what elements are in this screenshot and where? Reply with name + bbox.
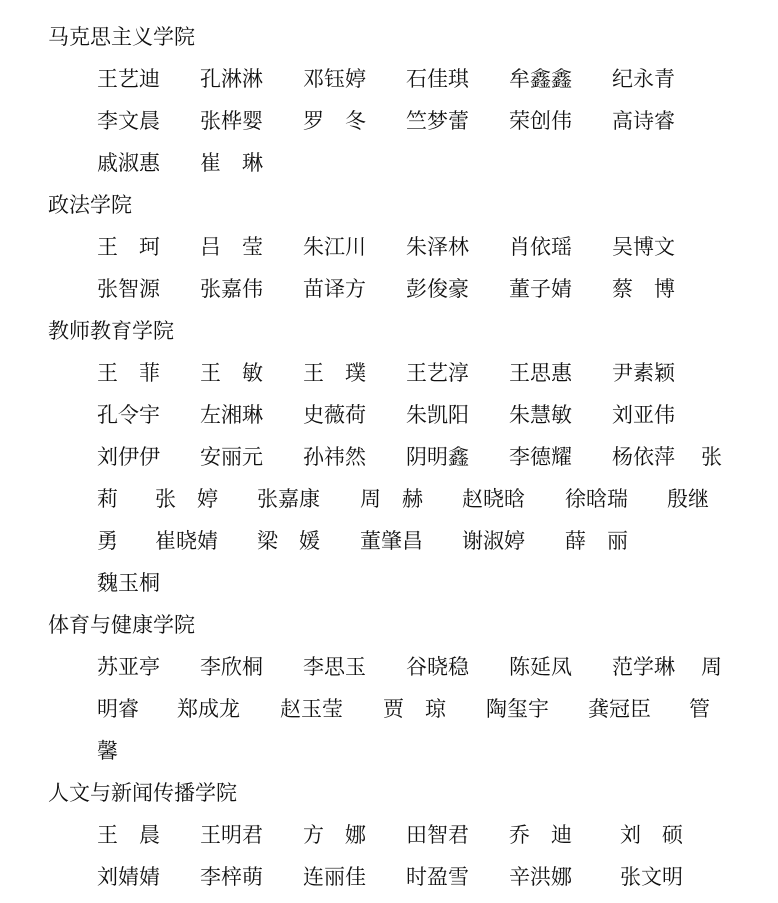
student-name: 蔡 博: [612, 277, 675, 301]
student-name: 苗译方: [303, 277, 366, 301]
student-name: 李梓萌: [200, 865, 263, 889]
student-name: 时盈雪: [406, 865, 469, 889]
section-heading: 政法学院: [48, 193, 132, 217]
student-name: 苏亚亭: [97, 655, 160, 679]
student-name: 刘 硕: [620, 823, 683, 847]
student-name: 崔晓婧: [155, 529, 218, 553]
student-name: 竺梦蕾: [406, 109, 469, 133]
student-name: 尹素颖: [612, 361, 675, 385]
student-name: 吕 莹: [200, 235, 263, 259]
student-name-fragment: 馨: [97, 739, 118, 763]
student-name: 王 菲: [97, 361, 160, 385]
student-name: 王 敏: [200, 361, 263, 385]
student-name: 史薇荷: [303, 403, 366, 427]
student-name: 朱泽林: [406, 235, 469, 259]
section-heading: 教师教育学院: [48, 319, 174, 343]
student-name: 魏玉桐: [97, 571, 160, 595]
student-name: 邓钰婷: [303, 67, 366, 91]
student-name: 左湘琳: [200, 403, 263, 427]
student-name: 王思惠: [509, 361, 572, 385]
student-name: 李文晨: [97, 109, 160, 133]
student-name: 乔 迪: [509, 823, 572, 847]
student-name: 刘伊伊: [97, 445, 160, 469]
student-name: 薛 丽: [565, 529, 628, 553]
student-name: 张嘉康: [257, 487, 320, 511]
student-name: 王 晨: [97, 823, 160, 847]
student-name: 朱凯阳: [406, 403, 469, 427]
student-name: 崔 琳: [200, 151, 263, 175]
student-name: 李德耀: [509, 445, 572, 469]
student-name: 王 珂: [97, 235, 160, 259]
student-name: 陈延凤: [509, 655, 572, 679]
student-name: 王明君: [200, 823, 263, 847]
student-name: 贾 琼: [383, 697, 446, 721]
student-name: 刘婧婧: [97, 865, 160, 889]
student-name: 辛洪娜: [509, 865, 572, 889]
student-name: 杨依萍: [612, 445, 675, 469]
student-name: 孙祎然: [303, 445, 366, 469]
student-name: 张桦婴: [200, 109, 263, 133]
student-name: 朱江川: [303, 235, 366, 259]
student-name: 罗 冬: [303, 109, 366, 133]
student-name: 张文明: [620, 865, 683, 889]
student-name: 梁 媛: [257, 529, 320, 553]
section-heading: 人文与新闻传播学院: [48, 781, 237, 805]
student-name: 安丽元: [200, 445, 263, 469]
student-name: 肖依瑶: [509, 235, 572, 259]
student-name: 孔令宇: [97, 403, 160, 427]
section-heading: 马克思主义学院: [48, 25, 195, 49]
student-name: 吴博文: [612, 235, 675, 259]
student-name: 荣创伟: [509, 109, 572, 133]
student-name: 纪永青: [612, 67, 675, 91]
student-name: 王艺淳: [406, 361, 469, 385]
student-name: 彭俊豪: [406, 277, 469, 301]
student-name-fragment: 张: [701, 445, 722, 469]
student-name: 李欣桐: [200, 655, 263, 679]
student-name: 方 娜: [303, 823, 366, 847]
student-name-fragment: 勇: [97, 529, 118, 553]
student-name-fragment: 明睿: [97, 697, 139, 721]
student-name: 牟鑫鑫: [509, 67, 572, 91]
student-name: 董肇昌: [360, 529, 423, 553]
student-name: 王 璞: [303, 361, 366, 385]
student-name: 范学琳: [612, 655, 675, 679]
student-name: 朱慧敏: [509, 403, 572, 427]
student-name-fragment: 管: [689, 697, 710, 721]
student-name: 龚冠臣: [588, 697, 651, 721]
student-name: 高诗睿: [612, 109, 675, 133]
student-name: 孔淋淋: [200, 67, 263, 91]
student-name: 董子婧: [509, 277, 572, 301]
section-heading: 体育与健康学院: [48, 613, 195, 637]
student-name: 李思玉: [303, 655, 366, 679]
student-name-fragment: 殷继: [667, 487, 709, 511]
student-name: 张嘉伟: [200, 277, 263, 301]
student-name-fragment: 周: [701, 655, 722, 679]
student-name-fragment: 莉: [97, 487, 118, 511]
student-name: 谢淑婷: [462, 529, 525, 553]
student-name: 谷晓稳: [406, 655, 469, 679]
student-name: 郑成龙: [177, 697, 240, 721]
student-name: 陶玺宇: [486, 697, 549, 721]
student-name: 徐晗瑞: [565, 487, 628, 511]
student-name: 连丽佳: [303, 865, 366, 889]
student-name: 王艺迪: [97, 67, 160, 91]
student-name: 赵玉莹: [280, 697, 343, 721]
student-name: 张 婷: [155, 487, 218, 511]
student-name: 戚淑惠: [97, 151, 160, 175]
student-name: 赵晓晗: [462, 487, 525, 511]
student-name: 张智源: [97, 277, 160, 301]
student-name: 石佳琪: [406, 67, 469, 91]
student-name: 周 赫: [360, 487, 423, 511]
student-name: 田智君: [406, 823, 469, 847]
student-name: 刘亚伟: [612, 403, 675, 427]
student-name: 阴明鑫: [406, 445, 469, 469]
